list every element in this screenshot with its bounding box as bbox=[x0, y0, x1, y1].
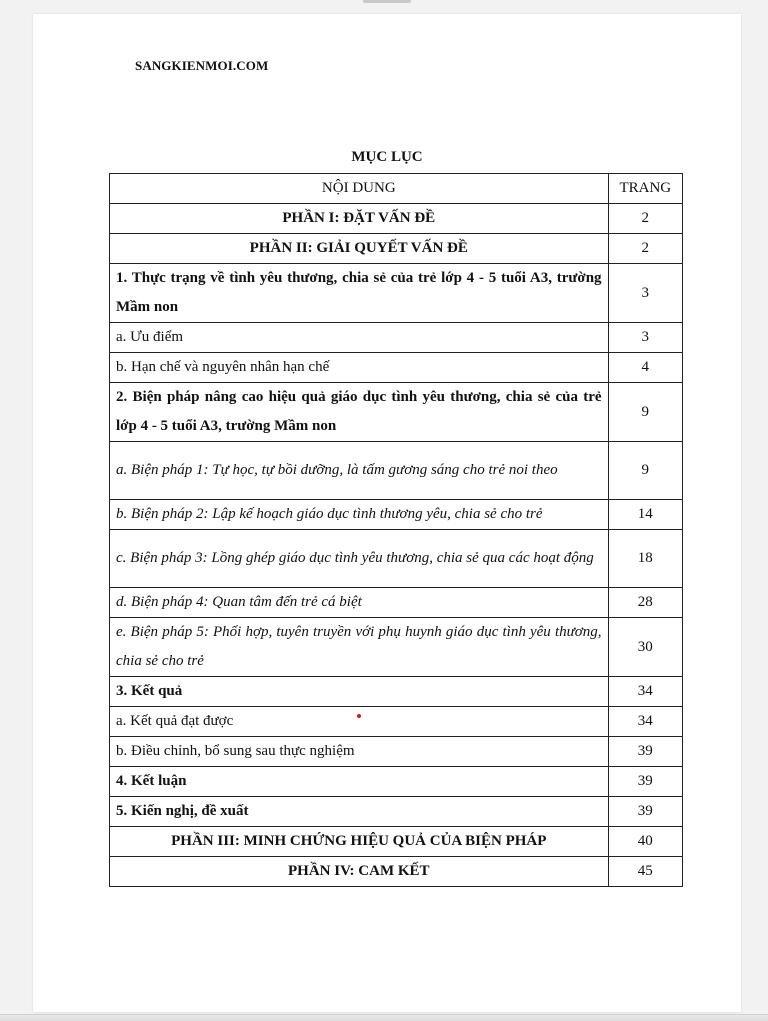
toc-row bbox=[110, 707, 683, 737]
toc-entry-page: 9 bbox=[608, 383, 682, 442]
toc-entry-page: 39 bbox=[608, 737, 682, 767]
toc-entry-page: 34 bbox=[608, 677, 682, 707]
toc-entry-page: 18 bbox=[608, 530, 682, 588]
toc-entry-page: 45 bbox=[608, 857, 682, 887]
column-header-page: TRANG bbox=[608, 174, 682, 204]
toc-entry-page: 30 bbox=[608, 618, 682, 677]
toc-entry-page: 9 bbox=[608, 442, 682, 500]
toc-row bbox=[110, 797, 683, 827]
toc-entry-text: a. Ưu điểm bbox=[110, 323, 609, 353]
toc-entry-text: 4. Kết luận bbox=[110, 767, 609, 797]
toc-entry-page: 3 bbox=[608, 264, 682, 323]
toc-row bbox=[110, 588, 683, 618]
toc-entry-page: 2 bbox=[608, 204, 682, 234]
toc-entry-page: 28 bbox=[608, 588, 682, 618]
toc-row bbox=[110, 204, 683, 234]
top-scroll-handle[interactable] bbox=[363, 0, 411, 3]
toc-entry-text: b. Hạn chế và nguyên nhân hạn chế bbox=[110, 353, 609, 383]
toc-entry-text: PHẦN I: ĐẶT VẤN ĐỀ bbox=[110, 204, 609, 234]
toc-entry-page: 40 bbox=[608, 827, 682, 857]
viewer-bottom-bar bbox=[0, 1014, 768, 1021]
column-header-content: NỘI DUNG bbox=[110, 174, 609, 204]
red-marker-dot bbox=[357, 714, 361, 718]
toc-header-row bbox=[110, 174, 683, 204]
toc-row bbox=[110, 442, 683, 500]
toc-entry-text: PHẦN III: MINH CHỨNG HIỆU QUẢ CỦA BIỆN PHÁP bbox=[110, 827, 609, 857]
toc-row bbox=[110, 264, 683, 323]
toc-entry-text: a. Biện pháp 1: Tự học, tự bồi dưỡng, là tấm gương sáng cho trẻ noi theo bbox=[110, 442, 609, 500]
toc-row bbox=[110, 677, 683, 707]
toc-row bbox=[110, 383, 683, 442]
toc-entry-text: d. Biện pháp 4: Quan tâm đến trẻ cá biệt bbox=[110, 588, 609, 618]
toc-entry-text: b. Biện pháp 2: Lập kế hoạch giáo dục tình thương yêu, chia sẻ cho trẻ bbox=[110, 500, 609, 530]
toc-row bbox=[110, 530, 683, 588]
toc-table bbox=[109, 173, 683, 887]
toc-entry-text: 5. Kiến nghị, đề xuất bbox=[110, 797, 609, 827]
toc-entry-text: 2. Biện pháp nâng cao hiệu quả giáo dục tình yêu thương, chia sẻ của trẻ lớp 4 - 5 tuổi A3, trường Mầm non bbox=[110, 383, 609, 442]
toc-row bbox=[110, 353, 683, 383]
toc-entry-text: PHẦN IV: CAM KẾT bbox=[110, 857, 609, 887]
toc-entry-page: 39 bbox=[608, 797, 682, 827]
toc-row bbox=[110, 737, 683, 767]
toc-row bbox=[110, 827, 683, 857]
toc-entry-page: 4 bbox=[608, 353, 682, 383]
toc-title: MỤC LỤC bbox=[351, 149, 423, 165]
toc-entry-page: 34 bbox=[608, 707, 682, 737]
toc-entry-text: b. Điều chỉnh, bổ sung sau thực nghiệm bbox=[110, 737, 609, 767]
toc-row bbox=[110, 234, 683, 264]
site-header: SANGKIENMOI.COM bbox=[135, 58, 269, 73]
toc-row bbox=[110, 767, 683, 797]
toc-row bbox=[110, 500, 683, 530]
toc-entry-text: PHẦN II: GIẢI QUYẾT VẤN ĐỀ bbox=[110, 234, 609, 264]
toc-entry-page: 3 bbox=[608, 323, 682, 353]
toc-entry-page: 39 bbox=[608, 767, 682, 797]
toc-row bbox=[110, 857, 683, 887]
toc-row bbox=[110, 618, 683, 677]
toc-row bbox=[110, 323, 683, 353]
toc-entry-page: 2 bbox=[608, 234, 682, 264]
toc-entry-page: 14 bbox=[608, 500, 682, 530]
toc-entry-text: c. Biện pháp 3: Lồng ghép giáo dục tình yêu thương, chia sẻ qua các hoạt động bbox=[110, 530, 609, 588]
toc-entry-text: 3. Kết quả bbox=[110, 677, 609, 707]
document-page bbox=[33, 14, 741, 1012]
toc-entry-text: e. Biện pháp 5: Phối hợp, tuyên truyền với phụ huynh giáo dục tình yêu thương, chia sẻ cho trẻ bbox=[110, 618, 609, 677]
toc-entry-text: a. Kết quả đạt được bbox=[110, 707, 609, 737]
toc-entry-text: 1. Thực trạng về tình yêu thương, chia sẻ của trẻ lớp 4 - 5 tuổi A3, trường Mầm non bbox=[110, 264, 609, 323]
